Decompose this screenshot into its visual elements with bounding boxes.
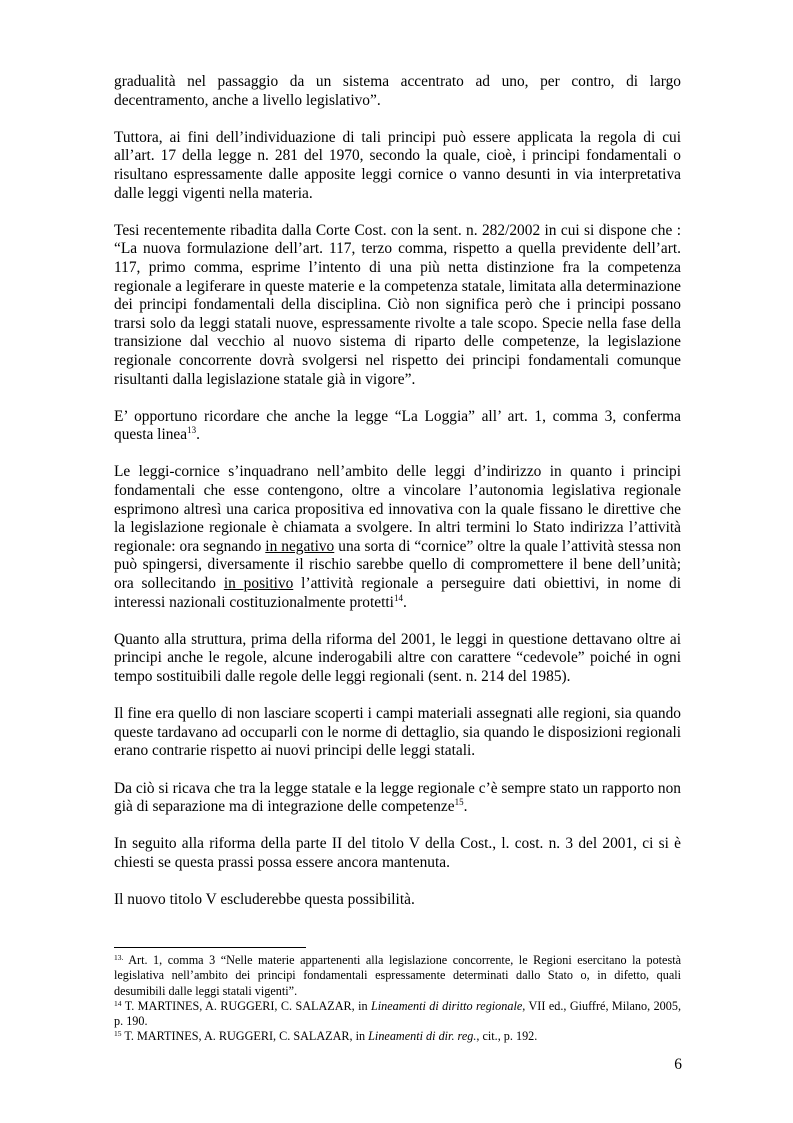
paragraph-1: gradualità nel passaggio da un sistema accentrato ad uno, per contro, di largo decentramento, anche a livello legislativo”. bbox=[114, 73, 681, 109]
footnote-13: $^{13.}$ Art. 1, comma 3 “Nelle materie appartenenti alla legislazione concorrente, le Regioni esercitano la potestà legislativa nell’ambito dei principi fondamentali espressamente determinati dallo Stato o, in difetto, quali desumibili dalle leggi statali vigenti”. bbox=[114, 953, 682, 998]
paragraph-6: Quanto alla struttura, prima della riforma del 2001, le leggi in questione dettavano oltre ai principi anche le regole, alcune inderogabili altre con carattere “cedevole” poiché in ogni tempo sostituibili dalle regole delle leggi regionali (sent. n. 214 del 1985). bbox=[114, 630, 681, 685]
footnotes bbox=[114, 953, 681, 1045]
paragraph-7: Il fine era quello di non lasciare scoperti i campi materiali assegnati alle regioni, sia quando queste tardavano ad occuparli con le norme di dettaglio, sia quando le disposizioni regionali erano contrarie rispetto ai nuovi principi delle leggi statali. bbox=[114, 705, 681, 760]
footnote-15: $^{15}$ T. MARTINES, A. RUGGERI, C. SALAZAR, in Lineamenti di dir. reg., cit., p. 192. bbox=[114, 1029, 538, 1044]
footnote-14-title: Lineamenti di diritto regionale bbox=[371, 998, 523, 1013]
footnote-15-title: Lineamenti di dir. reg. bbox=[368, 1029, 477, 1044]
footnote-ref-13: 13 bbox=[187, 425, 197, 436]
paragraph-5: Le leggi-cornice s’inquadrano nell’ambito delle leggi d’indirizzo in quanto i principi fondamentali che esse contengono, oltre a vincolare l’autonomia legislativa regionale esprimono altresì una carica propositiva ed innovativa con la quale fissano le direttive che la legislazione regionale è chiamata a svolgere. In altri termini lo Stato indirizza l’attività regionale: ora segnando in negativo una sorta di “cornice” oltre la quale l’attività stessa non può spingersi, diversamente il rischio sarebbe quello di compromettere il bene dell’unità; ora sollecitando in positivo l’attività regionale a perseguire dati obiettivi, in nome di interessi nazionali costituzionalmente protetti$^{14}$. bbox=[114, 463, 681, 611]
body-text bbox=[114, 73, 681, 928]
footnote-divider bbox=[114, 947, 306, 948]
paragraph-9: In seguito alla riforma della parte II del titolo V della Cost., l. cost. n. 3 del 2001, ci si è chiesti se questa prassi possa essere ancora mantenuta. bbox=[114, 835, 681, 871]
footnote-14: $^{14}$ T. MARTINES, A. RUGGERI, C. SALAZAR, in Lineamenti di diritto regionale, VII ed., Giuffré, Milano, 2005, p. 190. bbox=[114, 998, 681, 1029]
paragraph-8: Da ciò si ricava che tra la legge statale e la legge regionale c’è sempre stato un rapporto non già di separazione ma di integrazione delle competenze$^{15}$. bbox=[114, 779, 681, 816]
paragraph-10: Il nuovo titolo V escluderebbe questa possibilità. bbox=[114, 891, 415, 909]
paragraph-3: Tesi recentemente ribadita dalla Corte Cost. con la sent. n. 282/2002 in cui si dispone che : “La nuova formulazione dell’art. 117, terzo comma, rispetto a quella previdente dell’art. 117, primo comma, esprime l’intento di una più netta distinzione fra la competenza regionale a legiferare in queste materie e la competenza statale, limitata alla determinazione dei principi fondamentali della disciplina. Ciò non significa però che i principi possano trarsi solo da leggi statali nuove, espressamente rivolte a tale scopo. Specie nella fase della transizione dal vecchio al nuovo sistema di riparto delle competenze, la legislazione regionale concorrente dovrà svolgersi nel rispetto dei principi fondamentali comunque risultanti dalla legislazione statale già in vigore”. bbox=[114, 221, 681, 388]
paragraph-2: Tuttora, ai fini dell’individuazione di tali principi può essere applicata la regola di cui all’art. 17 della legge n. 281 del 1970, secondo la quale, cioè, i principi fondamentali o risultano espressamente dalle apposite leggi cornice o vanno desunti in via interpretativa dalle leggi vigenti nella materia. bbox=[114, 128, 681, 202]
underlined-in-negativo: in negativo bbox=[265, 537, 335, 555]
paragraph-4: E’ opportuno ricordare che anche la legge “La Loggia” all’ art. 1, comma 3, conferma questa linea$^{13}$. bbox=[114, 407, 681, 444]
page-number: 6 bbox=[674, 1056, 682, 1073]
footnote-ref-14: 14 bbox=[393, 592, 403, 603]
footnote-ref-15: 15 bbox=[454, 797, 464, 808]
underlined-in-positivo: in positivo bbox=[223, 575, 294, 593]
